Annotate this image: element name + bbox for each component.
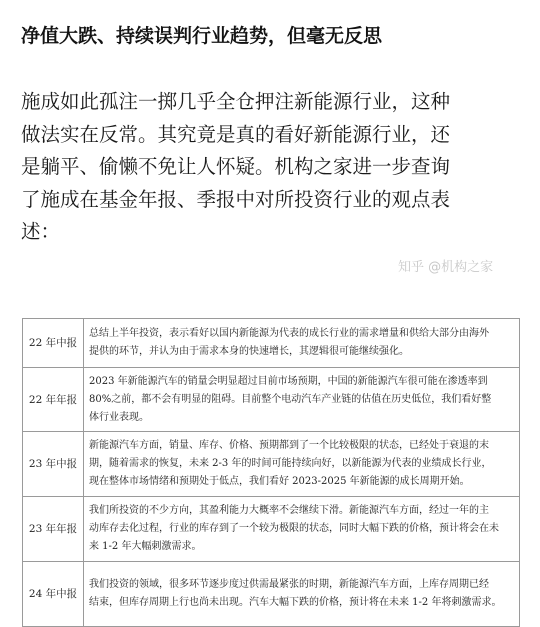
table-row — [23, 497, 520, 562]
cell-line: 来 1-2 年大幅刺激需求。 — [89, 541, 202, 552]
view-statement-cell — [84, 368, 520, 432]
cell-line: 期，随着需求的恢复，未来 2-3 年的时间可能持续向好，以新能源为代表的业绩成长行业， — [89, 458, 492, 469]
table-row — [23, 562, 520, 627]
cell-line: 2023 年新能源汽车的销量会明显超过目前市场预期，中国的新能源汽车很可能在渗透率到 — [89, 375, 488, 387]
section-heading: 净值大跌、持续误判行业趋势，但毫无反思 — [21, 25, 383, 47]
view-statement-cell — [84, 432, 520, 497]
view-statement-cell — [84, 319, 520, 368]
cell-line: 我们投资的领域，很多环节逐步度过供需最紧张的时期，新能源汽车方面，上库存周期已经 — [89, 579, 489, 590]
paragraph-line: 是躺平、偷懒不免让人怀疑。机构之家进一步查询 — [21, 155, 451, 178]
paragraph-line: 了施成在基金年报、季报中对所投资行业的观点表 — [21, 187, 451, 211]
body-paragraph — [21, 86, 521, 249]
report-period-cell: 24 年中报 — [23, 562, 84, 627]
watermark: 知乎 @机构之家 — [398, 260, 494, 275]
cell-line: 结束，但库存周期上行也尚未出现。汽车大幅下跌的价格，预计将在未来 1-2 年将刺激需求。 — [89, 597, 502, 608]
report-period-cell: 23 年年报 — [23, 497, 84, 562]
table-row — [23, 368, 520, 432]
cell-line: 提供的环节，并认为由于需求本身的快速增长，其逻辑很可能继续强化。 — [89, 346, 409, 357]
table-row — [23, 432, 520, 497]
cell-line: 我们所投资的不少方向，其盈利能力大概率不会继续下滑。新能源汽车方面，经过一年的主 — [89, 505, 489, 516]
cell-line: 80%之前，都不会有明显的阻碍。目前整个电动汽车产业链的估值在历史低位，我们看好整 — [89, 393, 492, 405]
report-period-cell: 22 年中报 — [23, 319, 84, 368]
cell-line: 动库存去化过程，行业的库存到了一个较为极限的状态，同时大幅下跌的价格，预计将会在未 — [89, 523, 499, 534]
cell-line: 体行业表现。 — [89, 411, 149, 423]
report-period-cell: 23 年中报 — [23, 432, 84, 497]
paragraph-line: 述： — [21, 220, 61, 243]
table-row — [23, 319, 520, 368]
cell-line: 总结上半年投资，表示看好以国内新能源为代表的成长行业的需求增量和供给大部分由海外 — [89, 328, 489, 339]
cell-line: 现在整体市场情绪和预期处于低点，我们看好 2023-2025 年新能源的成长周期开始。 — [89, 476, 470, 487]
cell-line: 新能源汽车方面，销量、库存、价格、预期都到了一个比较极限的状态，已经处于衰退的末 — [89, 440, 489, 451]
view-statement-cell — [84, 497, 520, 562]
fund-report-views-table — [22, 318, 520, 627]
report-period-cell: 22 年年报 — [23, 368, 84, 432]
paragraph-line: 做法实在反常。其究竟是真的看好新能源行业，还 — [21, 122, 451, 146]
view-statement-cell — [84, 562, 520, 627]
paragraph-line: 施成如此孤注一掷几乎全仓押注新能源行业，这种 — [21, 90, 451, 113]
